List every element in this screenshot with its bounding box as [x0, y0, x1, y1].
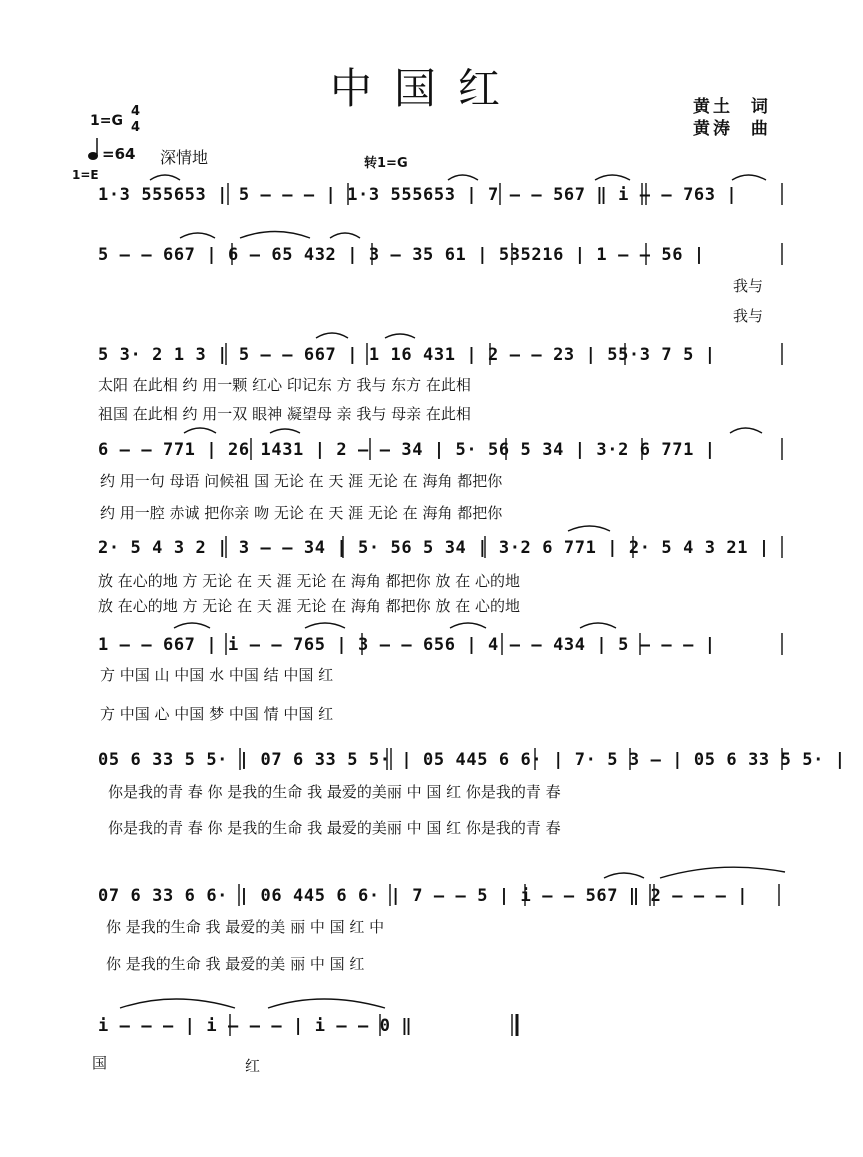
original-key: 1=E [72, 168, 99, 182]
notation-row: 5 – – 667 | 6 – 65 432 | 3 – 35 61 | 535216 | 1 – – 56 | [98, 245, 705, 265]
lyric-line: 我与 [733, 277, 764, 295]
lyric-line: 方 中国 心 中国 梦 中国 情 中国 红 [100, 705, 334, 723]
lyric-line: 我与 [733, 307, 764, 325]
notation-row: 07 6 33 6 6· | 06 445 6 6· | 7 – – 5 | i – – 567 ‖ 2 – – – | [98, 886, 749, 906]
lyric-line: 红 [245, 1057, 261, 1075]
notation-row: 05 6 33 5 5· | 07 6 33 5 5· | 05 445 6 6· | 7· 5 3 – | 05 6 33 5 5· | [98, 750, 846, 770]
modulation-marking: 转1=G [364, 156, 408, 171]
notation-row: 5 3· 2 1 3 | 5 – – 667 | 1 16 431 | 2 – – 23 | 55·3 7 5 | [98, 345, 716, 365]
notation-row: i – – – | i – – – | i – – 0 ‖ [98, 1016, 413, 1036]
lyric-line: 放 在心的地 方 无论 在 天 涯 无论 在 海角 都把你 放 在 心的地 [98, 597, 520, 615]
expression-marking: 深情地 [160, 148, 209, 167]
notation-row: 6 – – 771 | 26 1431 | 2 – – 34 | 5· 56 5 34 | 3·2 6 771 | [98, 440, 716, 460]
lyric-line: 太阳 在此相 约 用一颗 红心 印记东 方 我与 东方 在此相 [98, 376, 471, 394]
lyric-line: 你是我的青 春 你 是我的生命 我 最爱的美丽 中 国 红 你是我的青 春 [108, 819, 561, 837]
lyric-line: 约 用一腔 赤诚 把你亲 吻 无论 在 天 涯 无论 在 海角 都把你 [100, 504, 503, 522]
lyric-line: 约 用一句 母语 问候祖 国 无论 在 天 涯 无论 在 海角 都把你 [100, 472, 503, 490]
lyric-line: 你 是我的生命 我 最爱的美 丽 中 国 红 中 [106, 918, 385, 936]
time-signature-bottom: 4 [131, 120, 141, 135]
song-title: 中国红 [330, 64, 523, 113]
lyric-line: 国 [92, 1054, 108, 1072]
lyric-line: 方 中国 山 中国 水 中国 结 中国 红 [100, 666, 334, 684]
tempo-marking: =64 [102, 145, 136, 163]
key-signature: 1=G [90, 113, 123, 129]
lyric-line: 放 在心的地 方 无论 在 天 涯 无论 在 海角 都把你 放 在 心的地 [98, 572, 520, 590]
notation-row: 2· 5 4 3 2 | 3 – – 34 | 5· 56 5 34 | 3·2 6 771 | 2· 5 4 3 21 | [98, 538, 770, 558]
lyric-line: 你 是我的生命 我 最爱的美 丽 中 国 红 [106, 955, 365, 973]
lyricist-credit: 黄土 词 [693, 97, 771, 117]
time-signature-top: 4 [131, 104, 141, 119]
lyric-line: 你是我的青 春 你 是我的生命 我 最爱的美丽 中 国 红 你是我的青 春 [108, 783, 561, 801]
quarter-note-icon [88, 138, 98, 160]
notation-row: 1·3 555653 | 5 – – – | 1·3 555653 | 7 – – 567 ‖ i – – 763 | [98, 185, 738, 205]
lyric-line: 祖国 在此相 约 用一双 眼神 凝望母 亲 我与 母亲 在此相 [98, 405, 471, 423]
composer-credit: 黄涛 曲 [693, 119, 771, 139]
notation-row: 1 – – 667 | i – – 765 | 3 – – 656 | 4 – – 434 | 5 – – – | [98, 635, 716, 655]
